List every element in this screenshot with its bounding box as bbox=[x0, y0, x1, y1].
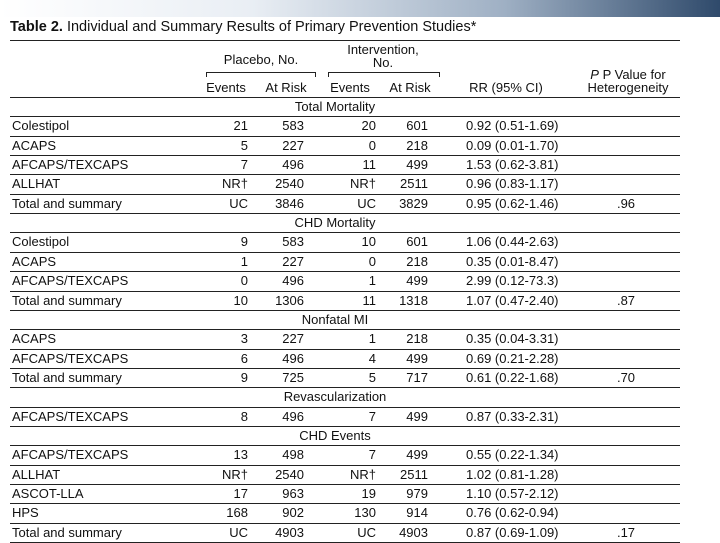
placebo-at-risk-cell: 3846 bbox=[275, 195, 304, 211]
placebo-events-cell: UC bbox=[229, 524, 248, 540]
placebo-events-cell: 0 bbox=[240, 273, 248, 289]
study-name: ALLHAT bbox=[12, 176, 61, 192]
table-row bbox=[10, 484, 680, 503]
placebo-events-cell: 10 bbox=[233, 292, 248, 308]
placebo-events-cell: 168 bbox=[226, 505, 248, 521]
study-name: Total and summary bbox=[12, 369, 122, 385]
table-row bbox=[10, 349, 680, 368]
placebo-events-cell: NR† bbox=[221, 466, 248, 482]
rr-ci-cell: 0.35 (0.04-3.31) bbox=[466, 331, 559, 347]
study-name: Total and summary bbox=[12, 524, 122, 540]
rr-ci-cell: 0.69 (0.21-2.28) bbox=[466, 350, 559, 366]
table-row bbox=[10, 407, 680, 426]
table-row bbox=[10, 194, 680, 213]
study-name: Total and summary bbox=[12, 195, 122, 211]
rr-ci-cell: 0.55 (0.22-1.34) bbox=[466, 447, 559, 463]
study-name: Colestipol bbox=[12, 234, 70, 250]
study-name: AFCAPS/TEXCAPS bbox=[12, 447, 129, 463]
table-row bbox=[10, 503, 680, 522]
intervention-events-cell: NR† bbox=[349, 466, 376, 482]
rr-ci-cell: 0.96 (0.83-1.17) bbox=[466, 176, 559, 192]
intervention-events-cell: 5 bbox=[368, 369, 376, 385]
table-row bbox=[10, 174, 680, 193]
rr-ci-cell: 1.06 (0.44-2.63) bbox=[466, 234, 559, 250]
intervention-events-cell: 11 bbox=[362, 157, 376, 173]
placebo-at-risk-cell: 496 bbox=[282, 157, 304, 173]
placebo-events-cell: UC bbox=[229, 195, 248, 211]
intervention-at-risk-cell: 717 bbox=[406, 369, 428, 385]
placebo-at-risk-cell: 963 bbox=[282, 486, 304, 501]
rr-ci-cell: 0.61 (0.22-1.68) bbox=[466, 369, 559, 385]
intervention-events-cell: 10 bbox=[361, 234, 376, 250]
intervention-events-cell: 4 bbox=[368, 350, 376, 366]
placebo-bracket bbox=[206, 72, 316, 77]
placebo-at-risk-cell: 496 bbox=[282, 408, 304, 424]
rr-ci-cell: 0.35 (0.01-8.47) bbox=[466, 253, 559, 269]
intervention-at-risk-cell: 2511 bbox=[400, 466, 428, 482]
rr-ci-cell: 1.10 (0.57-2.12) bbox=[466, 486, 559, 501]
table-row bbox=[10, 329, 680, 348]
placebo-at-risk-cell: 498 bbox=[282, 447, 304, 463]
intervention-at-risk-cell: 3829 bbox=[399, 195, 428, 211]
placebo-header: Placebo, No. bbox=[223, 52, 299, 67]
placebo-events-cell: 13 bbox=[233, 447, 248, 463]
placebo-at-risk-cell: 1306 bbox=[275, 292, 304, 308]
study-name: Total and summary bbox=[12, 292, 122, 308]
intervention-at-risk-cell: 979 bbox=[406, 486, 428, 501]
table-caption: Individual and Summary Results of Primary Prevention Studies* bbox=[62, 19, 477, 35]
intervention-header-line2: No. bbox=[372, 55, 394, 70]
table-row bbox=[10, 136, 680, 155]
p-value-cell: .70 bbox=[616, 369, 636, 385]
rr-header: RR (95% CI) bbox=[469, 80, 543, 95]
rr-ci-cell: 1.53 (0.62-3.81) bbox=[466, 157, 559, 173]
placebo-events-cell: 1 bbox=[240, 253, 248, 269]
rr-ci-cell: 0.87 (0.69-1.09) bbox=[466, 524, 559, 540]
title-rule bbox=[10, 40, 680, 41]
intervention-at-risk-cell: 4903 bbox=[399, 524, 428, 540]
placebo-at-risk-cell: 583 bbox=[282, 234, 304, 250]
section-title: Revascularization bbox=[283, 389, 387, 405]
placebo-events-cell: 5 bbox=[240, 137, 248, 153]
rr-ci-cell: 0.09 (0.01-1.70) bbox=[466, 137, 559, 153]
study-name: ACAPS bbox=[12, 137, 57, 153]
intervention-events-cell: 7 bbox=[368, 408, 376, 424]
intervention-at-risk-cell: 499 bbox=[406, 157, 428, 173]
placebo-at-risk-cell: 583 bbox=[282, 118, 304, 134]
placebo-at-risk-cell: 496 bbox=[282, 273, 304, 289]
rr-ci-cell: 1.02 (0.81-1.28) bbox=[466, 466, 559, 482]
table-row bbox=[10, 116, 680, 135]
placebo-at-risk-cell: 227 bbox=[282, 137, 304, 153]
placebo-events-cell: 21 bbox=[233, 118, 248, 134]
section-title: CHD Mortality bbox=[294, 215, 376, 231]
top-gradient-bar bbox=[0, 0, 720, 17]
placebo-at-risk-cell: 725 bbox=[282, 369, 304, 385]
intervention-events-header: Events bbox=[330, 80, 370, 95]
intervention-header-line1: Intervention, bbox=[347, 42, 419, 57]
study-name: Colestipol bbox=[12, 118, 70, 134]
placebo-events-cell: 9 bbox=[240, 369, 248, 385]
table-row bbox=[10, 445, 680, 464]
intervention-events-cell: 11 bbox=[362, 292, 376, 308]
p-value-cell: .87 bbox=[616, 292, 636, 308]
right-margin bbox=[686, 17, 720, 540]
pvalue-header-text: P Value for bbox=[602, 67, 666, 82]
rr-ci-cell: 0.87 (0.33-2.31) bbox=[466, 408, 559, 424]
placebo-at-risk-cell: 2540 bbox=[275, 176, 304, 192]
table-row bbox=[10, 155, 680, 174]
table-row bbox=[10, 523, 680, 542]
intervention-at-risk-cell: 601 bbox=[406, 118, 428, 134]
p-value-cell: .96 bbox=[616, 195, 636, 211]
study-name: ASCOT-LLA bbox=[12, 486, 84, 501]
table-title bbox=[10, 19, 476, 35]
study-name: AFCAPS/TEXCAPS bbox=[12, 273, 129, 289]
study-name: AFCAPS/TEXCAPS bbox=[12, 350, 129, 366]
intervention-events-cell: 1 bbox=[368, 331, 376, 347]
rr-ci-cell: 0.92 (0.51-1.69) bbox=[466, 118, 559, 134]
rr-ci-cell: 2.99 (0.12-73.3) bbox=[466, 273, 559, 289]
intervention-at-risk-cell: 218 bbox=[406, 331, 428, 347]
intervention-events-cell: UC bbox=[357, 195, 376, 211]
placebo-at-risk-cell: 496 bbox=[282, 350, 304, 366]
intervention-at-risk-cell: 218 bbox=[406, 253, 428, 269]
intervention-events-cell: 130 bbox=[354, 505, 376, 521]
rr-ci-cell: 0.76 (0.62-0.94) bbox=[466, 505, 559, 521]
pvalue-header-line2: Heterogeneity bbox=[587, 80, 669, 95]
table-document bbox=[10, 17, 680, 540]
intervention-events-cell: 19 bbox=[361, 486, 376, 501]
intervention-events-cell: 1 bbox=[368, 273, 376, 289]
placebo-events-header: Events bbox=[206, 80, 246, 95]
p-italic: P bbox=[590, 67, 599, 82]
intervention-at-risk-cell: 499 bbox=[406, 447, 428, 463]
study-name: AFCAPS/TEXCAPS bbox=[12, 157, 129, 173]
section-title: Total Mortality bbox=[294, 99, 376, 114]
intervention-atrisk-header: At Risk bbox=[389, 80, 431, 95]
study-name: ACAPS bbox=[12, 331, 57, 347]
placebo-events-cell: 6 bbox=[240, 350, 248, 366]
intervention-events-cell: 0 bbox=[368, 137, 376, 153]
placebo-atrisk-header: At Risk bbox=[265, 80, 307, 95]
study-name: AFCAPS/TEXCAPS bbox=[12, 408, 129, 424]
intervention-events-cell: NR† bbox=[349, 176, 376, 192]
placebo-at-risk-cell: 2540 bbox=[275, 466, 304, 482]
intervention-events-cell: UC bbox=[357, 524, 376, 540]
table-row bbox=[10, 252, 680, 271]
study-name: HPS bbox=[12, 505, 39, 521]
placebo-events-cell: 8 bbox=[240, 408, 248, 424]
rr-ci-cell: 0.95 (0.62-1.46) bbox=[466, 195, 559, 211]
intervention-bracket bbox=[328, 72, 440, 77]
placebo-at-risk-cell: 902 bbox=[282, 505, 304, 521]
table-row bbox=[10, 368, 680, 387]
section-title: Nonfatal MI bbox=[301, 311, 369, 327]
placebo-events-cell: 3 bbox=[240, 331, 248, 347]
intervention-events-cell: 7 bbox=[368, 447, 376, 463]
intervention-at-risk-cell: 218 bbox=[406, 137, 428, 153]
intervention-at-risk-cell: 2511 bbox=[400, 176, 428, 192]
intervention-at-risk-cell: 1318 bbox=[399, 292, 428, 308]
table-row bbox=[10, 465, 680, 484]
table-number: Table 2. bbox=[10, 19, 63, 35]
section-title: CHD Events bbox=[299, 427, 371, 443]
table-row bbox=[10, 271, 680, 290]
intervention-at-risk-cell: 914 bbox=[406, 505, 428, 521]
placebo-events-cell: 7 bbox=[240, 157, 248, 173]
study-name: ACAPS bbox=[12, 253, 57, 269]
study-name: ALLHAT bbox=[12, 466, 61, 482]
placebo-events-cell: NR† bbox=[221, 176, 248, 192]
intervention-events-cell: 20 bbox=[361, 118, 376, 134]
table-row bbox=[10, 291, 680, 310]
placebo-at-risk-cell: 4903 bbox=[275, 524, 304, 540]
placebo-events-cell: 9 bbox=[240, 234, 248, 250]
placebo-at-risk-cell: 227 bbox=[282, 253, 304, 269]
intervention-at-risk-cell: 499 bbox=[406, 408, 428, 424]
table-row bbox=[10, 232, 680, 251]
p-value-cell: .17 bbox=[616, 524, 636, 540]
placebo-events-cell: 17 bbox=[233, 486, 248, 501]
intervention-at-risk-cell: 499 bbox=[406, 273, 428, 289]
intervention-at-risk-cell: 601 bbox=[406, 234, 428, 250]
intervention-at-risk-cell: 499 bbox=[406, 350, 428, 366]
intervention-events-cell: 0 bbox=[368, 253, 376, 269]
placebo-at-risk-cell: 227 bbox=[282, 331, 304, 347]
rr-ci-cell: 1.07 (0.47-2.40) bbox=[466, 292, 559, 308]
